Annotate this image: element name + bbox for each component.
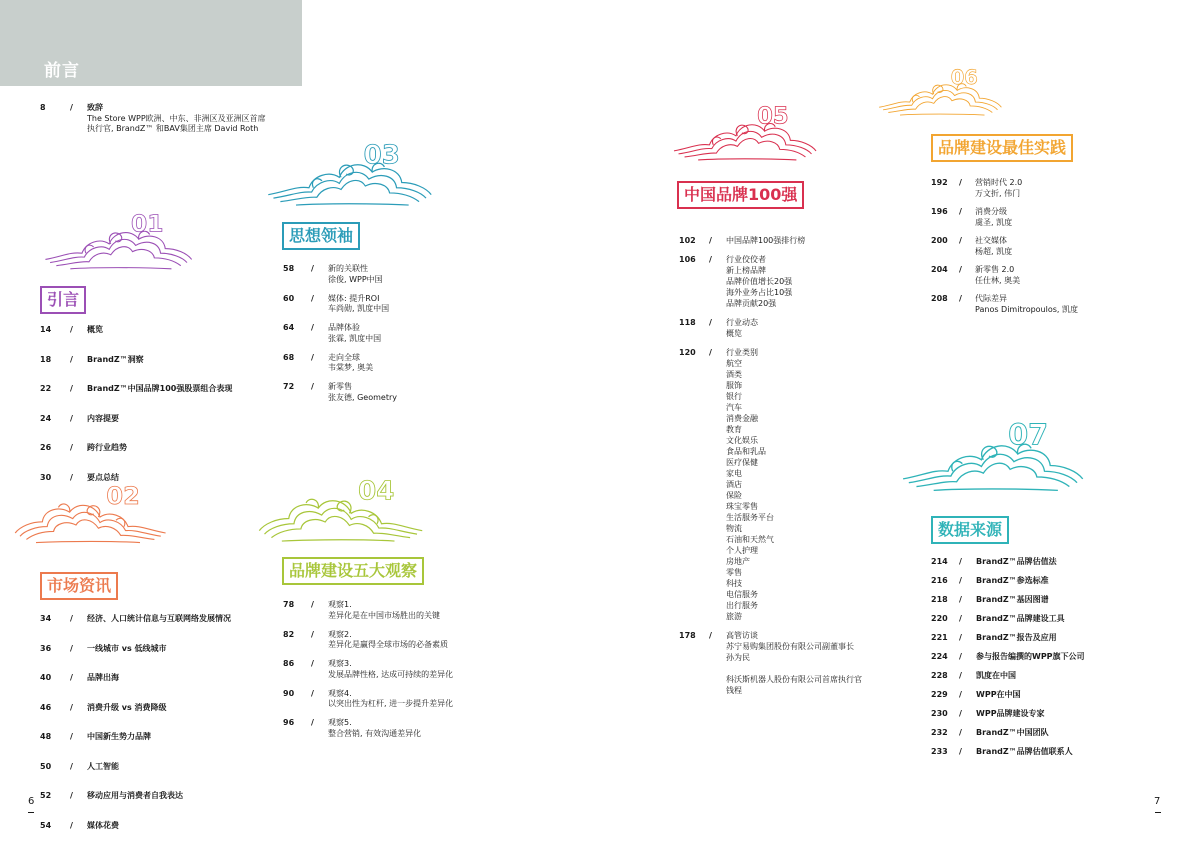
entry-page-number: 54: [40, 820, 52, 830]
entry-line: 要点总结: [87, 472, 119, 482]
entry-slash: /: [70, 820, 73, 830]
entry-line: 生活服务平台: [726, 513, 774, 522]
svg-text:04: 04: [358, 476, 395, 507]
entry-slash: /: [70, 103, 73, 112]
entry-slash: /: [959, 576, 962, 585]
entry-line: 执行官, BrandZ™ 和BAV集团主席 David Roth: [87, 124, 259, 133]
entry-page-number: 118: [679, 318, 696, 327]
entry-line: 酒店: [726, 480, 742, 489]
entry-line: 个人护理: [726, 546, 758, 555]
entry-line: 保险: [726, 491, 742, 500]
page-number-rule: [1155, 812, 1161, 813]
entry-page-number: 58: [283, 264, 295, 273]
section-title-thought[interactable]: 思想领袖: [282, 222, 360, 250]
entry-line: 一线城市 vs 低线城市: [87, 643, 167, 653]
entry-slash: /: [70, 732, 73, 741]
entry-line: 中国新生势力品牌: [87, 732, 151, 741]
entry-page-number: 196: [931, 207, 948, 216]
section-title-top100[interactable]: 中国品牌100强: [677, 181, 804, 209]
entry-slash: /: [959, 690, 962, 699]
entry-line: BrandZ™洞察: [87, 354, 144, 364]
entry-slash: /: [959, 614, 962, 623]
entry-page-number: 46: [40, 702, 52, 712]
entry-slash: /: [959, 178, 962, 187]
entry-line: 医疗保健: [726, 458, 758, 467]
entry-page-number: 233: [931, 747, 948, 756]
entry-line: 行业佼佼者: [726, 255, 766, 264]
section-title-five[interactable]: 品牌建设五大观察: [282, 557, 424, 585]
entry-page-number: 78: [283, 600, 295, 609]
cloud-05-illustration: [656, 98, 831, 166]
entry-line: BrandZ™品牌估值联系人: [976, 747, 1073, 756]
entry-slash: /: [959, 557, 962, 566]
entry-slash: /: [70, 443, 73, 452]
entry-line: 酒类: [726, 370, 742, 379]
entry-slash: /: [70, 325, 73, 334]
entry-line: 以突出性为杠杆, 进一步提升差异化: [328, 699, 454, 708]
entry-line: 物流: [726, 524, 742, 533]
entry-line: 海外业务占比10强: [726, 288, 793, 297]
entry-line: 凯度在中国: [976, 671, 1016, 680]
entry-line: 电信服务: [726, 590, 758, 599]
section-title-market[interactable]: 市场资讯: [40, 572, 118, 600]
entry-line: 观察1.: [328, 600, 352, 609]
entry-line: 家电: [726, 469, 742, 478]
entry-slash: /: [70, 791, 73, 800]
entry-page-number: 90: [283, 688, 295, 698]
entry-line: 内容提要: [87, 413, 119, 423]
entry-line: 中国品牌100强排行榜: [726, 236, 806, 245]
entry-slash: /: [311, 600, 314, 609]
entry-line: 任仕林, 奥美: [975, 275, 1021, 285]
entry-line: The Store WPP欧洲、中东、非洲区及亚洲区首席: [87, 113, 266, 123]
entry-slash: /: [70, 413, 73, 423]
entry-page-number: 221: [931, 633, 948, 642]
entry-line: 行业动态: [726, 318, 758, 327]
entry-page-number: 232: [931, 728, 948, 737]
entry-line: 概览: [726, 329, 742, 338]
entry-line: 汽车: [726, 403, 742, 412]
entry-page-number: 40: [40, 673, 52, 682]
entry-page-number: 30: [40, 472, 52, 482]
cloud-01-illustration: [12, 205, 222, 275]
entry-line: 苏宁易购集团股份有限公司副董事长: [726, 642, 854, 651]
cloud-07-illustration: [876, 412, 1106, 498]
entry-line: 品牌贡献20强: [726, 299, 777, 308]
entry-line: 虞圣, 凯度: [975, 217, 1013, 227]
entry-line: 观察5.: [328, 718, 352, 727]
entry-line: 跨行业趋势: [87, 443, 127, 452]
entry-page-number: 216: [931, 576, 948, 585]
preface-title: 前言: [44, 61, 80, 81]
entry-page-number: 18: [40, 354, 52, 364]
entry-slash: /: [959, 728, 962, 737]
entry-line: 徐俊, WPP中国: [328, 274, 383, 284]
entry-line: 食品和乳品: [726, 447, 766, 456]
entry-page-number: 72: [283, 382, 295, 391]
entry-slash: /: [70, 702, 73, 712]
entry-page-number: 106: [679, 255, 696, 264]
entry-slash: /: [311, 659, 314, 668]
section-title-data[interactable]: 数据来源: [931, 516, 1009, 544]
entry-line: 品牌价值增长20强: [726, 277, 793, 286]
entry-line: 孙为民: [726, 653, 750, 662]
entry-line: 观察4.: [328, 688, 352, 698]
entry-page-number: 14: [40, 325, 52, 334]
entry-slash: /: [959, 747, 962, 756]
entry-line: 文化娱乐: [726, 436, 758, 445]
svg-text:02: 02: [106, 482, 140, 511]
entry-slash: /: [311, 293, 314, 303]
entry-line: 航空: [726, 359, 742, 368]
entry-line: 营销时代 2.0: [975, 178, 1023, 187]
svg-text:05: 05: [757, 103, 789, 130]
section-title-best[interactable]: 品牌建设最佳实践: [931, 134, 1073, 162]
entry-line: 高管访谈: [726, 631, 758, 640]
entry-line: BrandZ™中国品牌100强股票组合表现: [87, 384, 233, 393]
entry-line: 万文折, 伟门: [975, 188, 1021, 198]
entry-line: 银行: [726, 392, 742, 401]
entry-page-number: 178: [679, 631, 696, 640]
entry-slash: /: [709, 236, 712, 245]
entry-line: 消费金融: [726, 414, 758, 423]
cloud-03-illustration: [258, 134, 438, 212]
entry-line: WPP在中国: [976, 690, 1021, 699]
entry-line: 代际差异: [975, 294, 1007, 303]
entry-line: 观察2.: [328, 629, 352, 639]
entry-line: BrandZ™报告及应用: [976, 633, 1057, 642]
entry-line: 经济、人口统计信息与互联网络发展情况: [87, 614, 231, 623]
entry-line: BrandZ™品牌估值法: [976, 557, 1057, 566]
entry-page-number: 22: [40, 384, 52, 393]
entry-slash: /: [959, 236, 962, 245]
entry-line: 新的关联性: [328, 264, 368, 273]
page-number-rule: [28, 812, 34, 813]
entry-line: 概览: [87, 325, 103, 334]
entry-slash: /: [70, 354, 73, 364]
entry-page-number: 230: [931, 709, 948, 718]
entry-line: 韦棠梦, 奥美: [328, 363, 374, 372]
entry-page-number: 229: [931, 690, 948, 699]
entry-line: 杨超, 凯度: [975, 246, 1013, 256]
entry-page-number: 34: [40, 614, 52, 623]
entry-slash: /: [959, 207, 962, 216]
entry-slash: /: [311, 718, 314, 727]
entry-line: 零售: [726, 568, 742, 577]
svg-text:01: 01: [131, 209, 164, 238]
entry-line: 走向全球: [328, 352, 360, 362]
entry-line: 消费升级 vs 消费降级: [87, 702, 167, 712]
entry-slash: /: [959, 265, 962, 274]
entry-line: 旅游: [726, 612, 742, 621]
entry-line: 观察3.: [328, 659, 352, 668]
entry-page-number: 48: [40, 732, 52, 741]
entry-line: 新零售 2.0: [975, 265, 1015, 274]
entry-line: 人工智能: [87, 761, 119, 771]
entry-page-number: 82: [283, 629, 295, 639]
section-title-intro[interactable]: 引言: [40, 286, 86, 314]
entry-line: 出行服务: [726, 601, 758, 610]
entry-page-number: 220: [931, 614, 948, 623]
entry-page-number: 68: [283, 352, 295, 362]
entry-line: 新零售: [328, 382, 352, 391]
page-number-left: 6: [28, 796, 35, 807]
page-number-right: 7: [1154, 796, 1161, 807]
entry-line: 教育: [726, 425, 742, 434]
entry-slash: /: [311, 264, 314, 273]
entry-page-number: 86: [283, 659, 295, 668]
entry-page-number: 200: [931, 236, 948, 245]
entry-slash: /: [311, 323, 314, 332]
entry-line: 新上榜品牌: [726, 266, 766, 275]
cloud-06-illustration: [874, 58, 1004, 124]
entry-page-number: 120: [679, 348, 696, 357]
entry-slash: /: [959, 294, 962, 303]
svg-text:06: 06: [950, 65, 978, 89]
entry-line: 消费分级: [975, 207, 1007, 216]
entry-line: 参与报告编撰的WPP旗下公司: [976, 652, 1085, 661]
entry-slash: /: [959, 595, 962, 604]
entry-page-number: 204: [931, 265, 948, 274]
entry-line: 石油和天然气: [726, 535, 774, 544]
entry-line: 媒体: 提升ROI: [328, 293, 380, 303]
entry-line: 服饰: [726, 381, 742, 390]
entry-line: BrandZ™中国团队: [976, 728, 1049, 737]
entry-page-number: 50: [40, 761, 52, 771]
entry-line: 媒体花费: [87, 820, 119, 830]
entry-line: 珠宝零售: [726, 502, 758, 511]
entry-slash: /: [311, 688, 314, 698]
entry-slash: /: [70, 761, 73, 771]
entry-line: 发展品牌性格, 达成可持续的差异化: [328, 669, 454, 679]
entry-slash: /: [311, 629, 314, 639]
preface-header: [0, 0, 302, 86]
entry-page-number: 8: [40, 103, 46, 112]
entry-slash: /: [709, 631, 712, 640]
entry-slash: /: [709, 348, 712, 357]
entry-slash: /: [70, 643, 73, 653]
entry-slash: /: [70, 673, 73, 682]
entry-line: 车尚勋, 凯度中国: [328, 304, 390, 313]
entry-page-number: 52: [40, 791, 52, 800]
entry-slash: /: [311, 352, 314, 362]
entry-line: [726, 663, 862, 674]
entry-slash: /: [70, 384, 73, 393]
entry-slash: /: [709, 255, 712, 264]
entry-line: 社交媒体: [975, 236, 1007, 245]
svg-text:03: 03: [363, 140, 400, 171]
entry-page-number: 24: [40, 413, 52, 423]
entry-line: BrandZ™基因图谱: [976, 595, 1049, 604]
entry-page-number: 102: [679, 236, 696, 245]
svg-text:07: 07: [1008, 417, 1049, 452]
entry-page-number: 214: [931, 557, 948, 566]
entry-slash: /: [959, 671, 962, 680]
entry-line: 科沃斯机器人股份有限公司首席执行官: [726, 675, 862, 684]
entry-page-number: 96: [283, 718, 295, 727]
entry-slash: /: [959, 633, 962, 642]
entry-line: 整合营销, 有效沟通差异化: [328, 728, 422, 738]
entry-line: WPP品牌建设专家: [976, 709, 1045, 718]
entry-line: BrandZ™品牌建设工具: [976, 614, 1065, 623]
entry-slash: /: [959, 709, 962, 718]
entry-slash: /: [959, 652, 962, 661]
entry-line: 张霖, 凯度中国: [328, 333, 382, 343]
entry-slash: /: [709, 318, 712, 327]
entry-page-number: 64: [283, 323, 295, 332]
entry-line: BrandZ™参选标准: [976, 576, 1049, 585]
entry-line: 移动应用与消费者自我表达: [87, 791, 183, 800]
entry-page-number: 224: [931, 652, 948, 661]
entry-slash: /: [70, 614, 73, 623]
entry-page-number: 228: [931, 671, 948, 680]
entry-line: Panos Dimitropoulos, 凯度: [975, 304, 1078, 314]
entry-line: 差异化是在中国市场胜出的关键: [328, 610, 440, 620]
entry-line: 行业类别: [726, 348, 758, 357]
entry-page-number: 26: [40, 443, 52, 452]
entry-slash: /: [311, 382, 314, 391]
cloud-04-illustration: [250, 470, 435, 548]
entry-page-number: 208: [931, 294, 948, 303]
entry-line: 房地产: [726, 557, 750, 566]
entry-line: 致辞: [87, 103, 103, 112]
entry-page-number: 218: [931, 595, 948, 604]
entry-line: 张友德, Geometry: [328, 392, 397, 402]
entry-line: 科技: [726, 579, 742, 588]
entry-slash: /: [70, 472, 73, 482]
entry-line: 品牌体验: [328, 323, 360, 332]
entry-page-number: 192: [931, 178, 948, 187]
entry-page-number: 36: [40, 643, 52, 653]
entry-line: 差异化是赢得全球市场的必备素质: [328, 640, 448, 649]
entry-line: 钱程: [726, 686, 742, 695]
entry-page-number: 60: [283, 293, 295, 303]
entry-line: 品牌出海: [87, 673, 119, 682]
